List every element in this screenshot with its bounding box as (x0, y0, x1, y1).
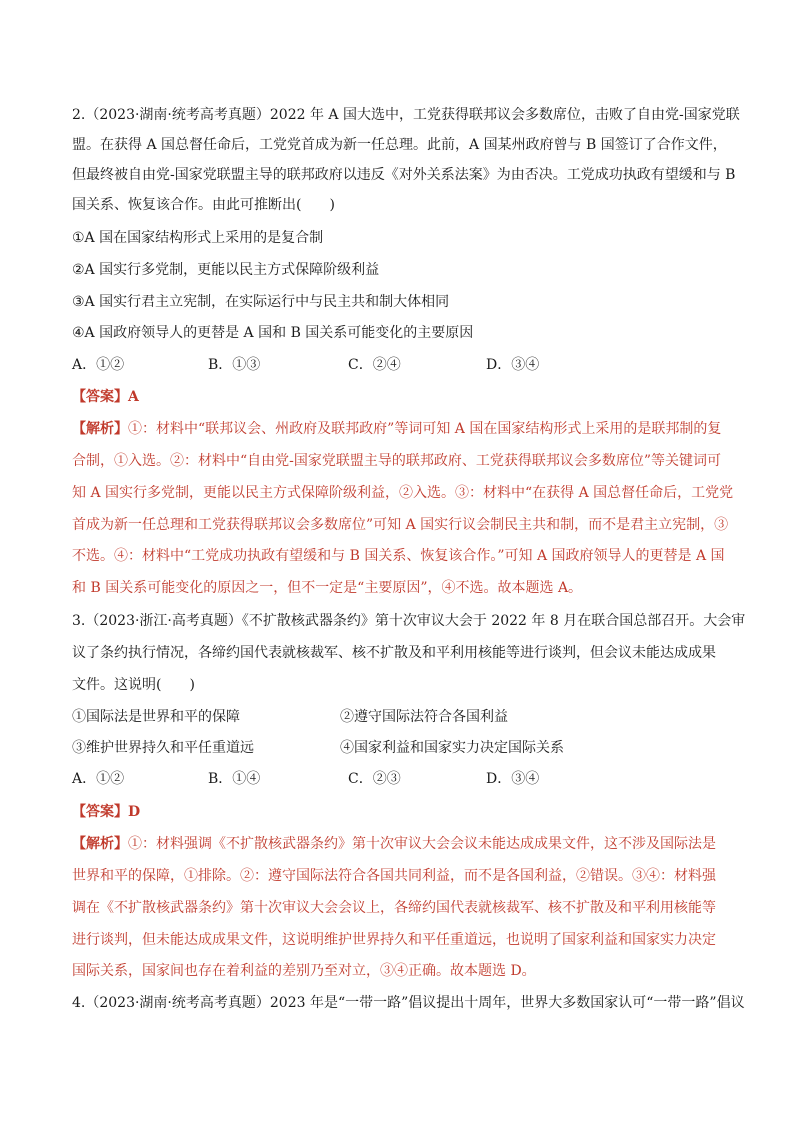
question-3-statement: ③维护世界持久和平任重道远 (72, 740, 254, 756)
question-3-analysis-line: 世界和平的保障，①排除。②：遵守国际法符合各国共同利益，而不是各国利益，②错误。③④：材料强 (72, 868, 716, 884)
analysis-label: 【解析】 (72, 836, 128, 852)
question-2-answer (72, 388, 139, 406)
question-2-statement: ④A 国政府领导人的更替是 A 国和 B 国关系可能变化的主要原因 (72, 325, 474, 341)
question-2-stem-line: 盟。在获得 A 国总督任命后，工党党首成为新一任总理。此前，A 国某州政府曾与 B 国签订了合作文件， (72, 137, 727, 153)
question-3-stem-line: 3.（2023·浙江·高考真题）《不扩散核武器条约》第十次审议大会于 2022 年 8 月在联合国总部召开。大会审 (72, 613, 746, 629)
question-2-statement: ③A 国实行君主立宪制，在实际运行中与民主共和制大体相同 (72, 294, 450, 310)
question-2-analysis-line: 和 B 国关系可能变化的原因之一，但不一定是“主要原因”，④不选。故本题选 A。 (72, 580, 583, 596)
question-3-stem-line: 文件。这说明( ) (72, 677, 195, 693)
question-3-analysis-line: 国际关系，国家间也存在着利益的差别乃至对立，③④正确。故本题选 D。 (72, 963, 536, 979)
question-3-analysis-line (72, 835, 716, 853)
question-2-stem-line: 2.（2023·湖南·统考高考真题）2022 年 A 国大选中，工党获得联邦议会多数席位，击败了自由党-国家党联 (72, 107, 740, 123)
answer-value: A (128, 389, 139, 405)
analysis-text: ①：材料强调《不扩散核武器条约》第十次审议大会会议未能达成成果文件，这不涉及国际法是 (128, 836, 716, 852)
question-2-option-a: A．①② (72, 357, 125, 373)
answer-label: 【答案】 (72, 389, 128, 405)
question-3-answer (72, 803, 140, 821)
question-2-stem-line: 国关系、恢复该合作。由此可推断出( ) (72, 197, 335, 213)
question-2-option-c: C．②④ (348, 357, 401, 373)
analysis-label: 【解析】 (72, 421, 128, 437)
question-3-statement: ④国家利益和国家实力决定国际关系 (340, 740, 564, 756)
question-2-analysis-line (72, 420, 721, 438)
question-3-statement: ①国际法是世界和平的保障 (72, 709, 240, 725)
question-3-stem-line: 议了条约执行情况，各缔约国代表就核裁军、核不扩散及和平利用核能等进行谈判，但会议未能达成成果 (72, 645, 716, 661)
question-3-statement: ②遵守国际法符合各国利益 (340, 709, 508, 725)
question-2-option-d: D．③④ (486, 357, 540, 373)
question-2-analysis-line: 知 A 国实行多党制，更能以民主方式保障阶级利益，②入选。③：材料中“在获得 A 国总督任命后，工党党 (72, 485, 734, 501)
question-2-statement: ②A 国实行多党制，更能以民主方式保障阶级利益 (72, 262, 380, 278)
question-4-stem-line: 4.（2023·湖南·统考高考真题）2023 年是“一带一路”倡议提出十周年，世界大多数国家认可“一带一路”倡议 (72, 995, 745, 1011)
question-3-analysis-line: 进行谈判，但未能达成成果文件，这说明维护世界持久和平任重道远，也说明了国家利益和国家实力决定 (72, 932, 716, 948)
answer-value: D (128, 804, 141, 820)
question-3-analysis-line: 调在《不扩散核武器条约》第十次审议大会会议上，各缔约国代表就核裁军、核不扩散及和平利用核能等 (72, 900, 716, 916)
question-2-option-b: B．①③ (208, 357, 261, 373)
question-3-option-a: A．①② (72, 771, 125, 787)
question-3-option-d: D．③④ (486, 771, 540, 787)
question-2-stem-line: 但最终被自由党-国家党联盟主导的联邦政府以违反《对外关系法案》为由否决。工党成功执政有望缓和与 B (72, 167, 736, 183)
question-2-analysis-line: 首成为新一任总理和工党获得联邦议会多数席位”可知 A 国实行议会制民主共和制，而不是君主立宪制，③ (72, 517, 729, 533)
question-3-option-c: C．②③ (348, 771, 401, 787)
question-3-option-b: B．①④ (208, 771, 261, 787)
question-2-analysis-line: 合制，①入选。②：材料中“自由党-国家党联盟主导的联邦政府、工党获得联邦议会多数席位”等关键词可 (72, 453, 722, 469)
question-2-statement: ①A 国在国家结构形式上采用的是复合制 (72, 230, 324, 246)
answer-label: 【答案】 (72, 804, 128, 820)
analysis-text: ①：材料中“联邦议会、州政府及联邦政府”等词可知 A 国在国家结构形式上采用的是联邦制的复 (128, 421, 722, 437)
question-2-analysis-line: 不选。④：材料中“工党成功执政有望缓和与 B 国关系、恢复该合作。”可知 A 国政府领导人的更替是 A 国 (72, 548, 725, 564)
